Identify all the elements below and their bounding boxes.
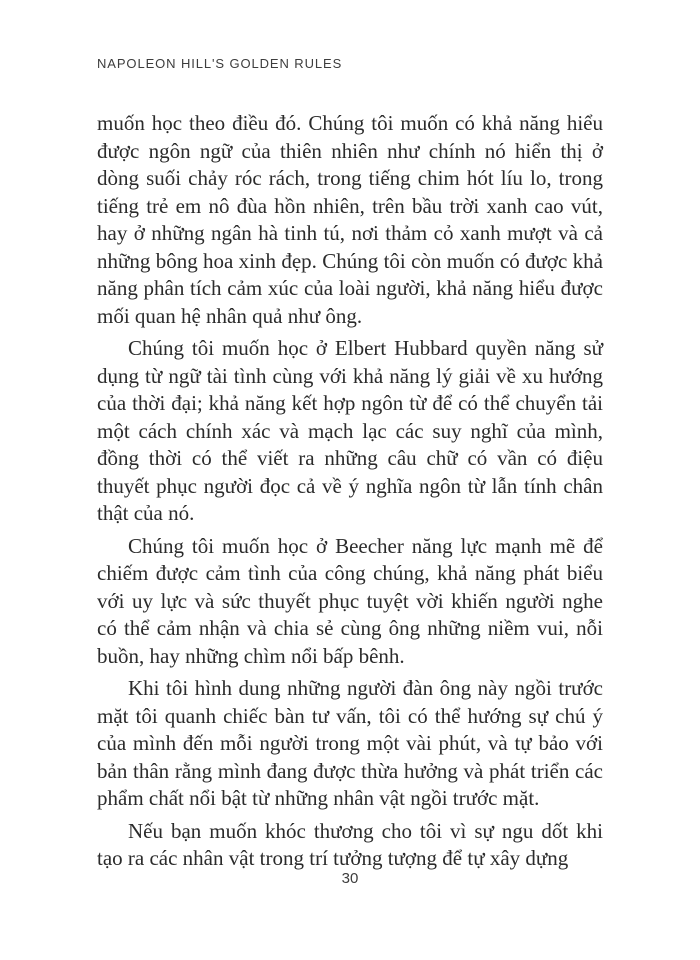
body-paragraph: Khi tôi hình dung những người đàn ông này ngồi trước mặt tôi quanh chiếc bàn tư vấn, tôi có thể hướng sự chú ý của mình đến mỗi người trong một vài phút, và tự bảo với bản thân rằng mình đang được thừa hưởng và phát triển các phẩm chất nổi bật từ những nhân vật ngồi trước mặt. [97, 676, 603, 810]
body-paragraph: Chúng tôi muốn học ở Beecher năng lực mạnh mẽ để chiếm được cảm tình của công chúng, khả năng phát biểu với uy lực và sức thuyết phục tuyệt vời khiến người nghe có thể cảm nhận và chia sẻ cùng ông những niềm vui, nỗi buồn, hay những chìm nổi bấp bênh. [97, 533, 603, 668]
page-number: 30 [341, 870, 359, 887]
body-paragraph: muốn học theo điều đó. Chúng tôi muốn có khả năng hiểu được ngôn ngữ của thiên nhiên như chính nó hiển thị ở dòng suối chảy róc rách, trong tiếng chim hót líu lo, trong tiếng trẻ em nô đùa hồn nhiên, trên bầu trời xanh cao vút, hay ở những ngân hà tinh tú, nơi thảm cỏ xanh mượt và cả những bông hoa xinh đẹp. Chúng tôi còn muốn có được khả năng phân tích cảm xúc của loài người, khả năng hiểu được mối quan hệ nhân quả như ông. [97, 111, 603, 328]
page-body-text [97, 110, 603, 878]
running-header: NAPOLEON HILL'S GOLDEN RULES [97, 56, 343, 71]
body-paragraph: Nếu bạn muốn khóc thương cho tôi vì sự ngu dốt khi tạo ra các nhân vật trong trí tưởng tượng để tự xây dựng [97, 818, 603, 870]
body-paragraph: Chúng tôi muốn học ở Elbert Hubbard quyền năng sử dụng từ ngữ tài tình cùng với khả năng lý giải về xu hướng của thời đại; khả năng kết hợp ngôn từ để có thể chuyển tải một cách chính xác và mạch lạc các suy nghĩ của mình, đồng thời có thể viết ra những câu chữ có vần có điệu thuyết phục người đọc cả về ý nghĩa ngôn từ lẫn tính chân thật của nó. [97, 336, 603, 525]
